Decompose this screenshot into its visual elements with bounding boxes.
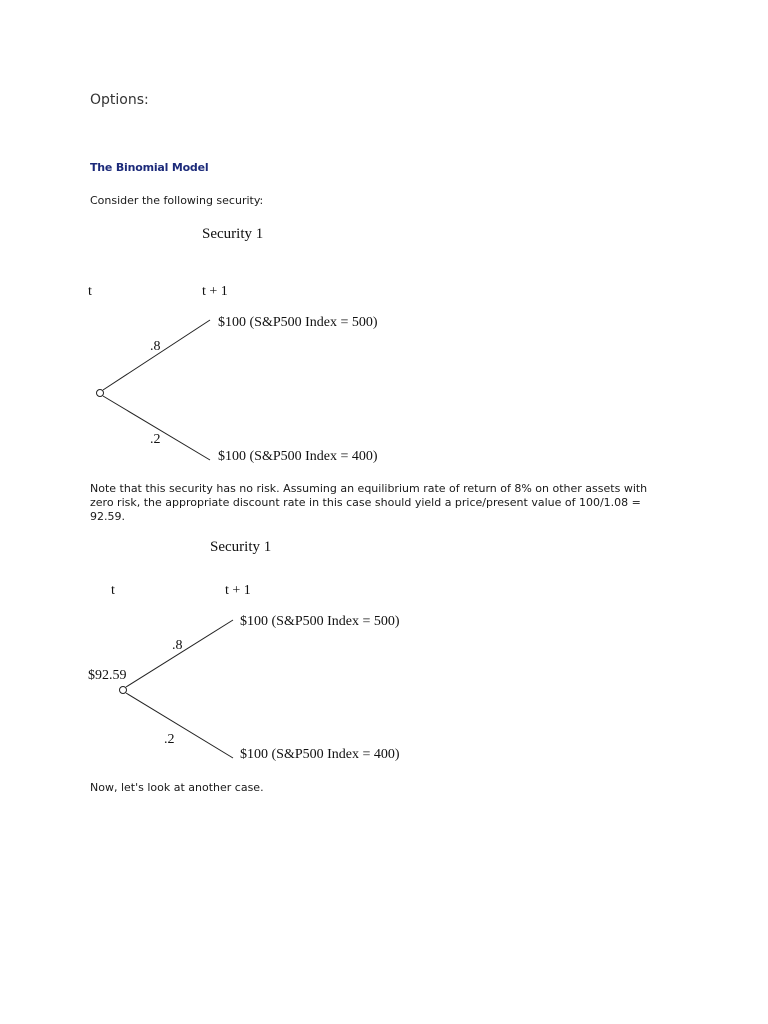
intro-text: Consider the following security:: [90, 194, 264, 207]
figure2-time-t: t: [111, 583, 115, 598]
figure1-title: Security 1: [202, 226, 264, 242]
figure1-lower-branch: [103, 396, 210, 460]
figure2-time-t1: t + 1: [225, 583, 251, 598]
figure1-upper-probability: .8: [150, 339, 161, 354]
figure1-time-t: t: [88, 284, 92, 299]
note-paragraph: [90, 482, 690, 524]
note-line-2: zero risk, the appropriate discount rate in this case should yield a price/present value of 100/1.08 =: [90, 496, 641, 509]
figure2-lower-branch: [126, 693, 233, 758]
figure2-upper-branch: [126, 620, 233, 687]
figure1-time-t1: t + 1: [202, 284, 228, 299]
figure1-upper-outcome: $100 (S&P500 Index = 500): [218, 315, 378, 330]
figure1-root-node: [97, 390, 104, 397]
binomial-tree-figure-2: [0, 530, 768, 770]
section-title: The Binomial Model: [90, 161, 209, 174]
figure2-title: Security 1: [210, 539, 272, 555]
figure2-price: $92.59: [88, 668, 127, 683]
page-heading: Options:: [90, 92, 149, 108]
binomial-tree-figure-1: [0, 215, 768, 475]
figure2-lower-probability: .2: [164, 732, 175, 747]
note-line-3: 92.59.: [90, 510, 125, 523]
figure2-lower-outcome: $100 (S&P500 Index = 400): [240, 747, 400, 762]
note-line-1: Note that this security has no risk. Assuming an equilibrium rate of return of 8% on other assets with: [90, 482, 648, 495]
figure1-lower-probability: .2: [150, 432, 161, 447]
figure2-upper-probability: .8: [172, 638, 183, 653]
figure2-upper-outcome: $100 (S&P500 Index = 500): [240, 614, 400, 629]
figure2-root-node: [120, 687, 127, 694]
figure1-upper-branch: [103, 320, 210, 390]
figure1-lower-outcome: $100 (S&P500 Index = 400): [218, 449, 378, 464]
closing-text: Now, let's look at another case.: [90, 781, 264, 794]
